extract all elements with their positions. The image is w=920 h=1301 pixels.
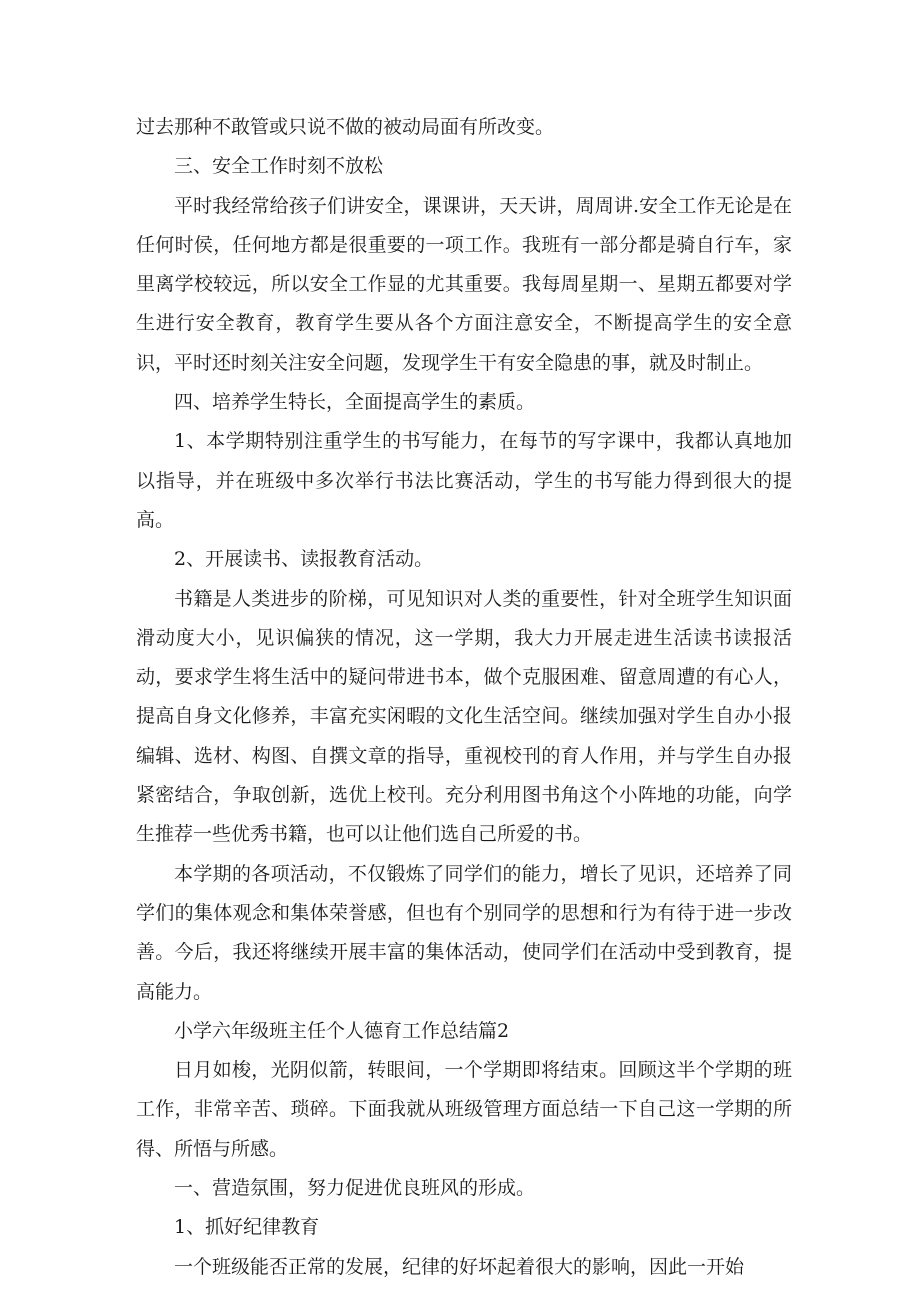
paragraph: 一个班级能否正常的发展，纪律的好坏起着很大的影响，因此一开始 — [174, 1255, 745, 1278]
section-heading: 四、培养学生特长，全面提高学生的素质。 — [174, 391, 536, 414]
paragraph: 日月如梭，光阴似箭，转眼间，一个学期即将结束。回顾这半个学期的班工作，非常辛苦、琐碎。下面我就从班级管理方面总结一下自己这一学期的所得、所悟与所感。 — [136, 1059, 792, 1160]
paragraph: 过去那种不敢管或只说不做的被动局面有所改变。 — [136, 116, 555, 138]
document-body — [136, 108, 792, 1287]
paragraph: 平时我经常给孩子们讲安全，课课讲，天天讲，周周讲.安全工作无论是在任何时侯，任何地方都是很重要的一项工作。我班有一部分都是骑自行车，家里离学校较远，所以安全工作显的尤其重要。我每周星期一、星期五都要对学生进行安全教育，教育学生要从各个方面注意安全，不断提高学生的安全意识，平时还时刻关注安全问题，发现学生干有安全隐患的事，就及时制止。 — [136, 194, 792, 374]
paragraph: 书籍是人类进步的阶梯，可见知识对人类的重要性，针对全班学生知识面滑动度大小，见识偏狭的情况，这一学期，我大力开展走进生活读书读报活动，要求学生将生活中的疑问带进书本，做个克服困难、留意周遭的有心人，提高自身文化修养，丰富充实闲暇的文化生活空间。继续加强对学生自办小报编辑、选材、构图、自撰文章的指导，重视校刊的育人作用，并与学生自办报紧密结合，争取创新，选优上校刊。充分利用图书角这个小阵地的功能，向学生推荐一些优秀书籍，也可以让他们选自己所爱的书。 — [136, 587, 792, 846]
section-heading: 一、营造氛围，努力促进优良班风的形成。 — [174, 1177, 536, 1200]
article-title: 小学六年级班主任个人德育工作总结篇2 — [174, 1019, 510, 1042]
section-heading: 三、安全工作时刻不放松 — [174, 155, 384, 178]
paragraph: 本学期的各项活动，不仅锻炼了同学们的能力，增长了见识，还培养了同学们的集体观念和集体荣誉感，但也有个别同学的思想和行为有待于进一步改善。今后，我还将继续开展丰富的集体活动，使同学们在活动中受到教育，提高能力。 — [136, 862, 792, 1003]
paragraph: 1、本学期特别注重学生的书写能力，在每节的写字课中，我都认真地加以指导，并在班级中多次举行书法比赛活动，学生的书写能力得到很大的提高。 — [136, 430, 792, 531]
sub-heading: 1、抓好纪律教育 — [174, 1216, 320, 1239]
sub-heading: 2、开展读书、读报教育活动。 — [174, 548, 434, 571]
